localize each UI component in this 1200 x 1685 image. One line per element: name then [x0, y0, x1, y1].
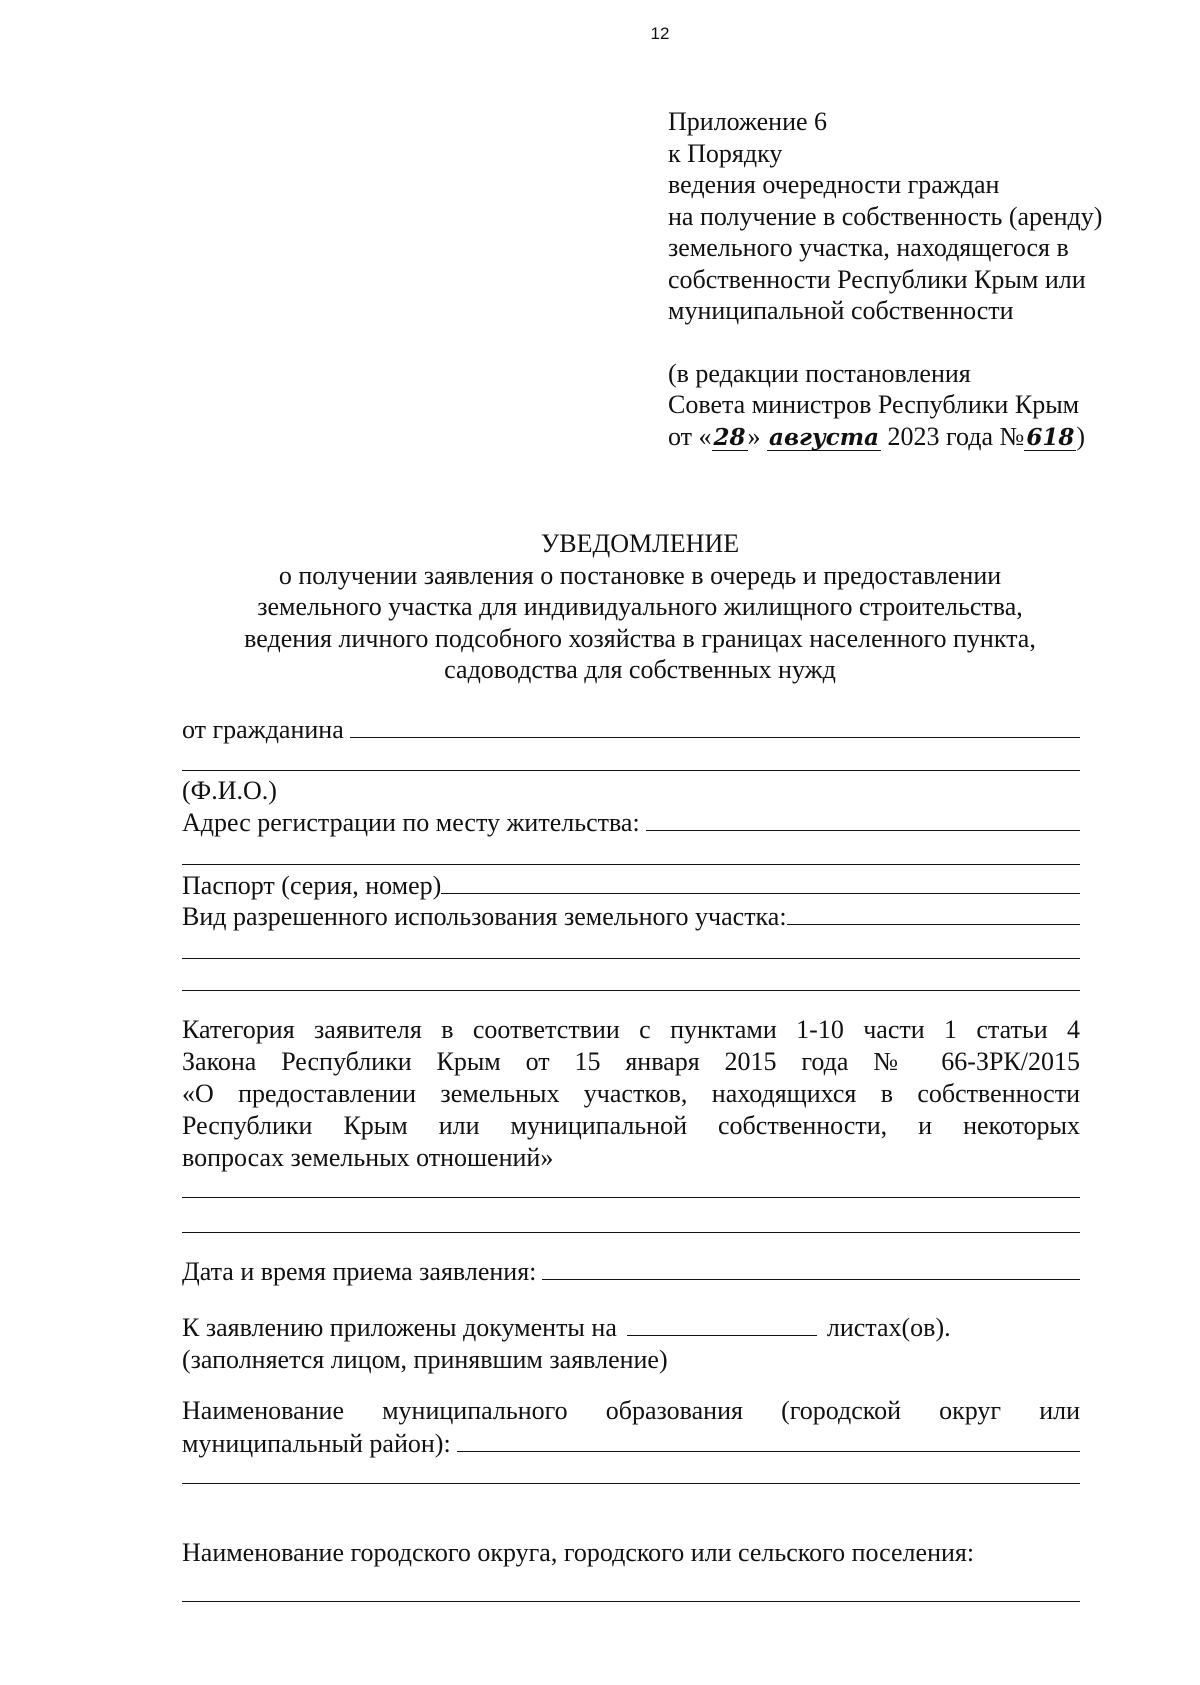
appendix-line: к Порядку	[668, 138, 783, 168]
land-use-input-line[interactable]	[787, 900, 1080, 925]
category-line: Закона Республики Крым от 15 января 2015 года № 66-ЗРК/2015	[182, 1047, 1080, 1076]
spacer	[668, 327, 1168, 358]
edition-date-line	[668, 421, 1168, 453]
category-line: Категория заявителя в соответствии с пунктами 1-10 части 1 статьи 4	[182, 1015, 1080, 1044]
attached-label: К заявлению приложены документы на	[182, 1313, 617, 1342]
category-line: «О предоставлении земельных участков, находящихся в собственности	[182, 1079, 1080, 1108]
attached-field	[182, 1311, 1080, 1376]
municipality-label-2: муниципальный район):	[182, 1429, 451, 1458]
citizen-input-line-2[interactable]	[182, 770, 1080, 771]
category-input-line[interactable]	[182, 1197, 1080, 1198]
subtitle-line: о получении заявления о постановке в очередь и предоставлении	[278, 560, 1002, 590]
appendix-line: Приложение 6	[668, 107, 828, 136]
passport-field	[182, 869, 1080, 902]
fio-caption: (Ф.И.О.)	[182, 776, 277, 805]
settlement-field	[182, 1537, 1080, 1569]
category-line: Республики Крым или муниципальной собственности, и некоторых	[182, 1111, 1080, 1140]
municipality-input-line-2[interactable]	[182, 1483, 1080, 1484]
address-field	[182, 806, 1080, 839]
address-input-line-2[interactable]	[182, 864, 1080, 865]
page-number: 12	[650, 24, 670, 43]
citizen-input-line[interactable]	[350, 713, 1080, 738]
category-line: вопросах земельных отношений»	[182, 1143, 554, 1172]
date-suffix: )	[1076, 421, 1086, 451]
date-time-input-line[interactable]	[542, 1255, 1080, 1280]
citizen-field	[182, 713, 1080, 746]
attached-note: (заполняется лицом, принявшим заявление)	[182, 1345, 668, 1374]
date-time-label: Дата и время приема заявления:	[182, 1257, 537, 1286]
citizen-label: от гражданина	[182, 715, 344, 744]
fio-caption-block	[182, 775, 1080, 807]
date-year: 2023 года №	[887, 421, 1025, 451]
municipality-input-line[interactable]	[457, 1427, 1080, 1452]
passport-label: Паспорт (серия, номер)	[182, 871, 442, 900]
attached-suffix: листах(ов).	[826, 1313, 951, 1342]
date-time-field	[182, 1255, 1080, 1288]
appendix-line: земельного участка, находящегося в	[668, 233, 1069, 262]
appendix-line: на получение в собственность (аренду)	[668, 201, 1103, 231]
subtitle-line: земельного участка для индивидуального жилищного строительства,	[257, 592, 1023, 621]
notice-title: УВЕДОМЛЕНИЕ	[540, 529, 740, 558]
appendix-line: ведения очередности граждан	[668, 170, 1000, 199]
settlement-label: Наименование городского округа, городского или сельского поселения:	[182, 1538, 975, 1567]
municipality-label: Наименование муниципального образования (городской округ или	[182, 1396, 1080, 1425]
passport-input-line[interactable]	[441, 869, 1080, 894]
category-input-line-2[interactable]	[182, 1232, 1080, 1233]
category-paragraph	[182, 1014, 1080, 1174]
settlement-input-line[interactable]	[182, 1601, 1080, 1602]
address-label: Адрес регистрации по месту жительства:	[182, 808, 640, 837]
address-input-line[interactable]	[646, 806, 1080, 831]
sheets-count-input-line[interactable]	[627, 1311, 817, 1336]
subtitle-line: ведения личного подсобного хозяйства в границах населенного пункта,	[244, 623, 1036, 653]
edition-line: (в редакции постановления	[668, 358, 971, 388]
edition-line: Совета министров Республики Крым	[668, 390, 1080, 419]
land-use-input-line-3[interactable]	[182, 990, 1080, 991]
municipality-field	[182, 1395, 1080, 1460]
land-use-input-line-2[interactable]	[182, 958, 1080, 959]
handwritten-number: 618	[1026, 423, 1075, 451]
notice-heading	[150, 528, 1130, 686]
date-mid: »	[747, 421, 761, 451]
appendix-line: собственности Республики Крым или	[668, 264, 1086, 294]
handwritten-day: 28	[713, 423, 746, 451]
subtitle-line: садоводства для собственных нужд	[444, 655, 836, 684]
appendix-header	[668, 106, 1168, 452]
land-use-label: Вид разрешенного использования земельного участка:	[182, 902, 787, 931]
land-use-field	[182, 900, 1080, 933]
date-prefix: от «	[668, 421, 712, 451]
handwritten-month: августа	[769, 423, 879, 451]
appendix-line: муниципальной собственности	[668, 296, 1014, 325]
